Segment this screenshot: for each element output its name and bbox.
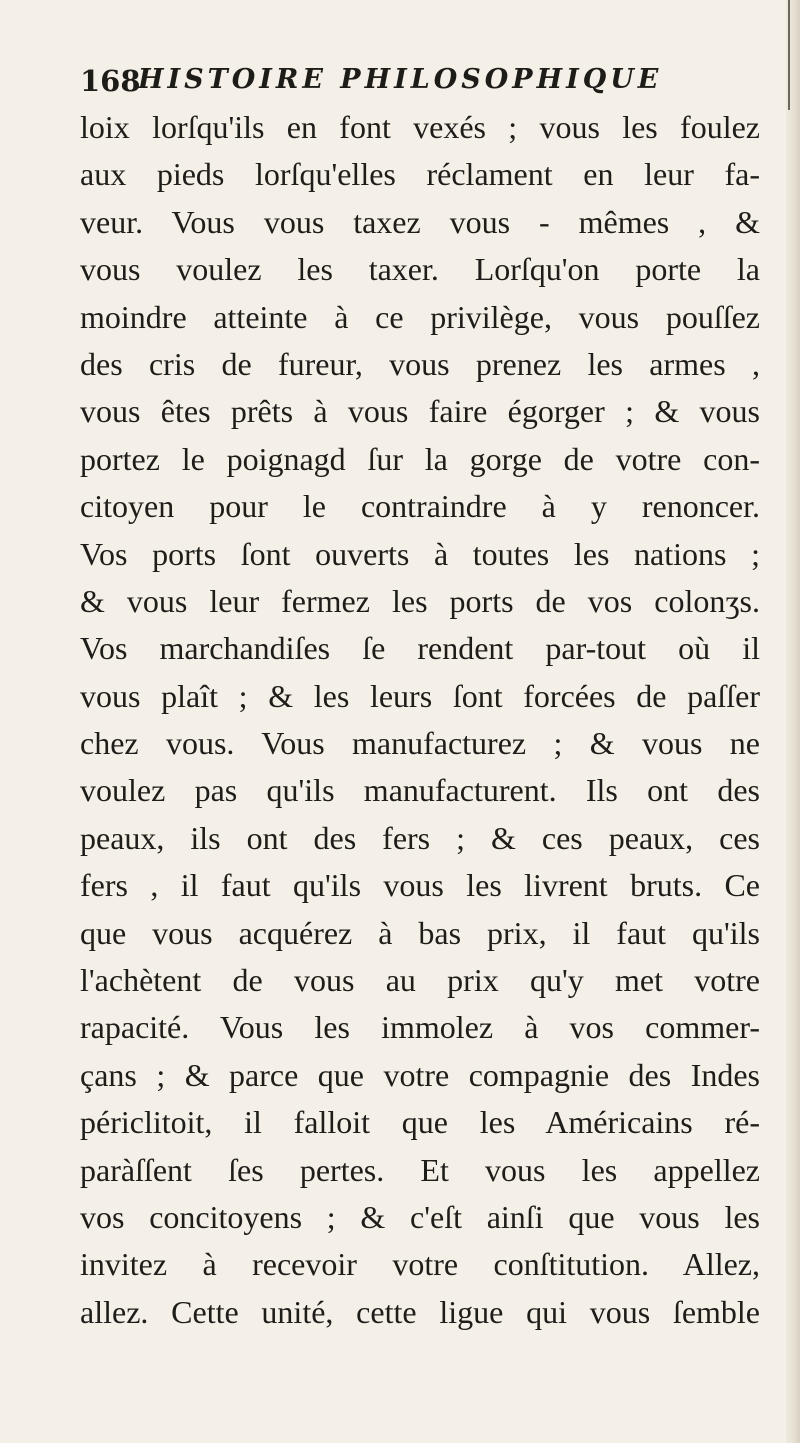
text-line: allez. Cette unité, cette ligue qui vous ſemble bbox=[80, 1293, 760, 1330]
text-line: fers , il faut qu'ils vous les livrent bruts. Ce bbox=[80, 867, 760, 904]
text-line: des cris de fureur, vous prenez les armes , bbox=[80, 345, 760, 382]
page-header bbox=[80, 62, 750, 102]
text-line: portez le poignagd ſur la gorge de votre con- bbox=[80, 440, 760, 477]
text-line: périclitoit, il falloit que les Américains ré- bbox=[80, 1104, 760, 1141]
text-line: vous voulez les taxer. Lorſqu'on porte la bbox=[80, 251, 760, 288]
page-edge-line bbox=[788, 0, 790, 110]
text-line: l'achètent de vous au prix qu'y met votre bbox=[80, 962, 760, 999]
text-line: & vous leur fermez les ports de vos colonʒs. bbox=[80, 582, 760, 619]
text-line: que vous acquérez à bas prix, il faut qu'ils bbox=[80, 914, 760, 951]
page-edge bbox=[786, 0, 800, 1443]
text-line: çans ; & parce que votre compagnie des Indes bbox=[80, 1056, 760, 1093]
body-text bbox=[80, 104, 760, 1336]
text-line: loix lorſqu'ils en font vexés ; vous les foulez bbox=[80, 109, 760, 145]
text-line: peaux, ils ont des fers ; & ces peaux, ces bbox=[80, 819, 760, 856]
text-line: veur. Vous vous taxez vous - mêmes , & bbox=[80, 203, 760, 240]
text-line: Vos ports ſont ouverts à toutes les nations ; bbox=[80, 535, 760, 572]
text-line: chez vous. Vous manufacturez ; & vous ne bbox=[80, 725, 760, 762]
running-title: HISTOIRE PHILOSOPHIQUE bbox=[138, 64, 663, 95]
text-line: Vos marchandiſes ſe rendent par-tout où il bbox=[80, 630, 760, 667]
text-line: moindre atteinte à ce privilège, vous pouſſez bbox=[80, 298, 760, 335]
text-line: voulez pas qu'ils manufacturent. Ils ont des bbox=[80, 772, 760, 809]
text-line: vous plaît ; & les leurs ſont forcées de paſſer bbox=[80, 677, 760, 714]
text-line: invitez à recevoir votre conſtitution. Allez, bbox=[80, 1246, 760, 1283]
text-line: rapacité. Vous les immolez à vos commer- bbox=[80, 1009, 760, 1046]
text-line: aux pieds lorſqu'elles réclament en leur fa- bbox=[80, 156, 760, 193]
page-number: 168 bbox=[80, 64, 141, 98]
text-line: vos concitoyens ; & c'eſt ainſi que vous les bbox=[80, 1198, 760, 1235]
text-line: vous êtes prêts à vous faire égorger ; & vous bbox=[80, 393, 760, 430]
text-line: citoyen pour le contraindre à y renoncer. bbox=[80, 488, 760, 525]
text-line: paràſſent ſes pertes. Et vous les appellez bbox=[80, 1151, 760, 1188]
